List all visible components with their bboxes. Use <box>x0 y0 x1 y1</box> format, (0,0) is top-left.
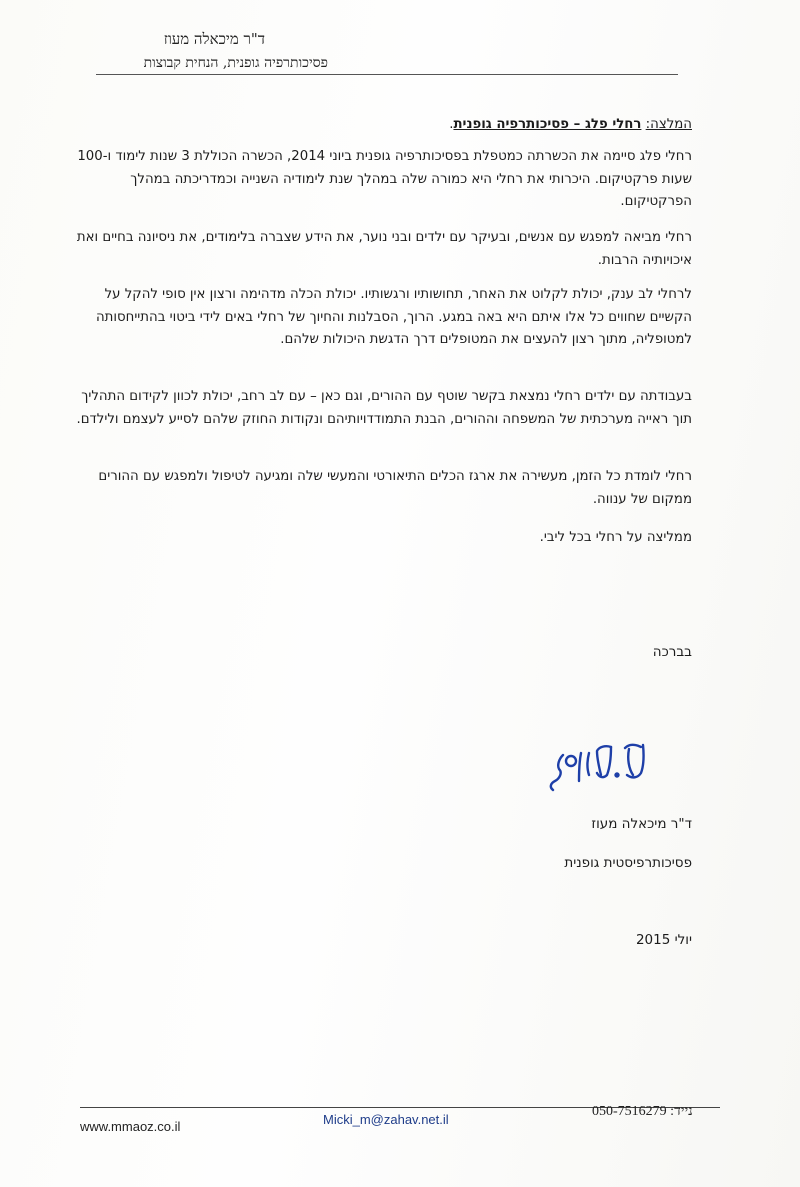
header-divider <box>96 74 678 75</box>
footer-email-link[interactable]: Micki_m@zahav.net.il <box>323 1112 449 1127</box>
footer-website-link[interactable]: www.mmaoz.co.il <box>80 1119 181 1134</box>
recommendation-subject: רחלי פלג – פסיכותרפיה גופנית <box>453 117 642 132</box>
paragraph-parents: בעבודתה עם ילדים רחלי נמצאת בקשר שוטף עם ההורים, וגם כאן – עם לב רחב, יכולת לכוון לקידום התהליך תוך ראייה מערכתית של המשפחה וההורים, הבנת התמודדויותיהם ונקודות החוזק שלהם לסייע לעצמם ולילדם. <box>76 389 692 427</box>
paragraph-learning: רחלי לומדת כל הזמן, מעשירה את ארגז הכלים התיאורטי והמעשי שלה ומגיעה לטיפול ולמפגש עם ההורים ממקום של ענווה. <box>98 469 692 507</box>
letterhead-name: ד"ר מיכאלה מעוז <box>163 30 265 48</box>
letterhead-subtitle: פסיכותרפיה גופנית, הנחית קבוצות <box>143 55 328 71</box>
signer-title: פסיכותרפיסטית גופנית <box>564 855 692 871</box>
recommendation-heading <box>62 114 692 137</box>
handwritten-signature <box>545 735 655 795</box>
closing-greeting: בברכה <box>652 644 692 660</box>
footer-phone: נייד: 050-7516279 <box>592 1104 693 1119</box>
paragraph-recommend: ממליצה על רחלי בכל ליבי. <box>539 530 692 545</box>
signer-name: ד"ר מיכאלה מעוז <box>591 816 692 832</box>
recommendation-suffix: . <box>449 117 454 132</box>
paragraph-qualities: לרחלי לב ענק, יכולת לקלוט את האחר, תחושותיו ורגשותיו. יכולת הכלה מדהימה ורצון אין סופי להקל על הקשיים שחווים כל אלו איתם היא באה במגע. הרוך, הסבלנות והחיוך של רחלי באים לידי ביטוי בהתייחסותה למטופליה, מתוך רצון להעצים את המטופלים דרך הדגשת היכולות שלהם. <box>95 287 692 347</box>
recommendation-prefix: המלצה: <box>645 117 692 132</box>
paragraph-experience: רחלי מביאה למפגש עם אנשים, ובעיקר עם ילדים ובני נוער, את הידע שצברה בלימודים, את ניסיונה בחיים ואת איכויותיה הרבות. <box>76 230 692 268</box>
letter-date: יולי 2015 <box>635 932 692 948</box>
paragraph-training: רחלי פלג סיימה את הכשרתה כמטפלת בפסיכותרפיה גופנית ביוני 2014, הכשרה הכוללת 3 שנות לימוד ו-100 שעות פרקטיקום. היכרותי את רחלי היא כמורה שלה במהלך שנת לימודיה השנייה וכמדריכתה במהלך הפרקטיקום. <box>77 149 692 209</box>
